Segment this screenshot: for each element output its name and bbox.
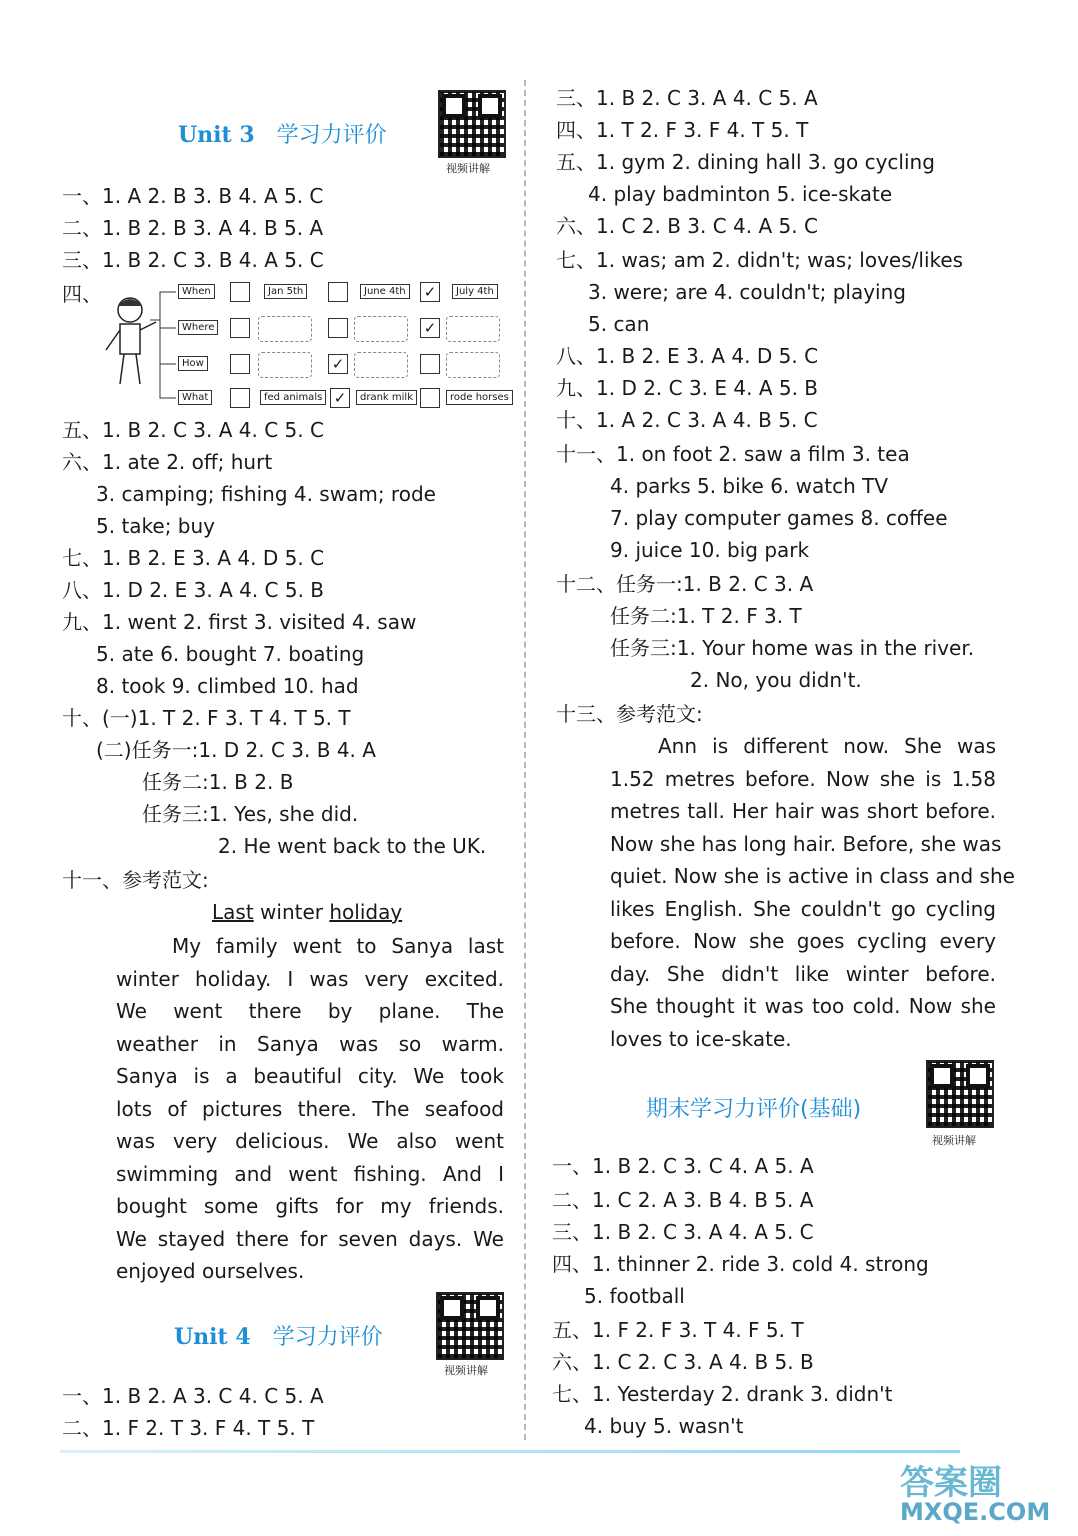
check-box-checked[interactable]: ✓	[420, 318, 440, 338]
landscape-picture	[446, 316, 500, 342]
essay-line: We went there by plane. The	[116, 999, 504, 1023]
r-line-5: 六、1. C 2. B 3. C 4. A 5. C	[556, 214, 818, 238]
unit3-qr-label: 视频讲解	[446, 162, 490, 175]
check-box[interactable]	[230, 318, 250, 338]
r-line-13: 4. parks 5. bike 6. watch TV	[610, 474, 889, 498]
r-line-12: 十一、1. on foot 2. saw a film 3. tea	[556, 442, 910, 466]
r-line-2: 四、1. T 2. F 3. F 4. T 5. T	[556, 118, 809, 142]
unit4-title-cn: 学习力评价	[272, 1325, 383, 1350]
what-option-3: rode horses	[446, 390, 513, 405]
final-qr-code[interactable]	[926, 1060, 994, 1128]
essay-line: bought some gifts for my friends.	[116, 1194, 504, 1218]
unit3-title-en: Unit 3	[178, 122, 255, 148]
r-line-7: 3. were; are 4. couldn't; playing	[588, 280, 906, 304]
essay-line: quiet. Now she is active in class and she	[610, 864, 1015, 888]
what-option-2: drank milk	[356, 390, 417, 405]
essay-line: likes English. She couldn't go cycling	[610, 896, 996, 921]
f-line-3: 三、1. B 2. C 3. A 4. A 5. C	[552, 1220, 814, 1244]
essay-line: Sanya is a beautiful city. We took	[116, 1064, 504, 1088]
f-line-9: 4. buy 5. wasn't	[584, 1414, 744, 1438]
f-line-1: 一、1. B 2. C 3. C 4. A 5. A	[552, 1154, 814, 1178]
u3-line-1: 一、1. A 2. B 3. B 4. A 5. C	[62, 184, 324, 208]
row-label-what: What	[178, 390, 212, 405]
u3-line-13: 十、(一)1. T 2. F 3. T 4. T 5. T	[62, 706, 351, 730]
essay-line: We stayed there for seven days. We	[116, 1226, 504, 1251]
u3-line-3: 三、1. B 2. C 3. B 4. A 5. C	[62, 248, 324, 272]
u3-line-15: 任务二:1. B 2. B	[142, 770, 294, 794]
f-line-2: 二、1. C 2. A 3. B 4. B 5. A	[552, 1188, 814, 1212]
watermark-sub: MXQE.COM	[900, 1498, 1051, 1526]
essay-line: metres tall. Her hair was short before.	[610, 799, 996, 823]
u4-line-2: 二、1. F 2. T 3. F 4. T 5. T	[62, 1416, 315, 1440]
u3-line-17: 2. He went back to the UK.	[218, 834, 487, 858]
column-divider	[524, 80, 526, 1440]
final-qr-label: 视频讲解	[932, 1134, 976, 1147]
watermark-main: 答案圈	[900, 1463, 1002, 1503]
r-line-11: 十、1. A 2. C 3. A 4. B 5. C	[556, 408, 818, 432]
r-line-16: 十二、任务一:1. B 2. C 3. A	[556, 572, 814, 596]
u3-line-9: 八、1. D 2. E 3. A 4. C 5. B	[62, 578, 325, 602]
essay-line: loves to ice-skate.	[610, 1026, 792, 1051]
essay-line: 1.52 metres before. Now she is 1.58	[610, 766, 996, 791]
car-picture	[258, 352, 312, 378]
r-line-20: 十三、参考范文:	[556, 702, 703, 726]
essay-line: My family went to Sanya last	[172, 934, 504, 958]
town-picture	[258, 316, 312, 342]
check-box[interactable]	[230, 354, 250, 374]
when-option-3: July 4th	[452, 284, 498, 299]
u3-line-4: 五、1. B 2. C 3. A 4. C 5. C	[62, 418, 324, 442]
r-line-17: 任务二:1. T 2. F 3. T	[610, 604, 802, 628]
connector-lines	[150, 280, 180, 410]
bus-picture	[354, 352, 408, 378]
essay-title	[212, 900, 402, 924]
unit4-title	[174, 1320, 383, 1351]
final-title-text: 期末学习力评价(基础)	[646, 1097, 862, 1122]
unit3-title	[178, 118, 387, 149]
check-box-checked[interactable]: ✓	[420, 282, 440, 302]
f-line-4: 四、1. thinner 2. ride 3. cold 4. strong	[552, 1252, 929, 1276]
f-line-7: 六、1. C 2. C 3. A 4. B 5. B	[552, 1350, 814, 1374]
u3-line-2: 二、1. B 2. B 3. A 4. B 5. A	[62, 216, 324, 240]
r-line-4: 4. play badminton 5. ice-skate	[588, 182, 893, 206]
essay-title-word-1: Last	[212, 900, 254, 924]
essay-line: Ann is different now. She was	[658, 734, 996, 758]
u3-line-18: 十一、参考范文:	[62, 868, 209, 892]
row-label-when: When	[178, 284, 215, 299]
r-line-18: 任务三:1. Your home was in the river.	[610, 636, 975, 660]
r-line-8: 5. can	[588, 312, 650, 336]
u3-line-6: 3. camping; fishing 4. swam; rode	[96, 482, 436, 506]
essay-line: day. She didn't like winter before.	[610, 961, 996, 986]
check-box[interactable]	[230, 388, 250, 408]
train-picture	[446, 352, 500, 378]
r-line-19: 2. No, you didn't.	[690, 668, 862, 692]
when-option-2: June 4th	[360, 284, 410, 299]
essay-line: Now she has long hair. Before, she was	[610, 831, 1002, 856]
essay-line: before. Now she goes cycling every	[610, 929, 996, 953]
r-line-3: 五、1. gym 2. dining hall 3. go cycling	[556, 150, 935, 174]
essay-line: weather in Sanya was so warm.	[116, 1031, 504, 1056]
u3-fig-label: 四、	[62, 282, 102, 306]
essay-title-word-2: winter	[260, 900, 323, 924]
r-line-14: 7. play computer games 8. coffee	[610, 506, 948, 530]
u3-line-5: 六、1. ate 2. off; hurt	[62, 450, 273, 474]
row-label-where: Where	[178, 320, 218, 335]
check-box[interactable]	[420, 388, 440, 408]
u3-line-12: 8. took 9. climbed 10. had	[96, 674, 359, 698]
r-line-1: 三、1. B 2. C 3. A 4. C 5. A	[556, 86, 818, 110]
check-box[interactable]	[230, 282, 250, 302]
row-label-how: How	[178, 356, 208, 371]
essay-line: swimming and went fishing. And I	[116, 1161, 504, 1186]
essay-line: enjoyed ourselves.	[116, 1259, 305, 1283]
unit4-qr-code[interactable]	[436, 1292, 504, 1360]
essay-line: was very delicious. We also went	[116, 1129, 504, 1153]
essay-line: lots of pictures there. The seafood	[116, 1096, 504, 1121]
f-line-5: 5. football	[584, 1284, 685, 1308]
r-line-6: 七、1. was; am 2. didn't; was; loves/likes	[556, 248, 964, 272]
check-box[interactable]	[328, 318, 348, 338]
u3-line-11: 5. ate 6. bought 7. boating	[96, 642, 365, 666]
unit3-title-cn: 学习力评价	[276, 123, 387, 148]
unit4-essay	[610, 730, 1015, 1055]
unit4-title-en: Unit 4	[174, 1324, 251, 1350]
check-box[interactable]	[328, 282, 348, 302]
unit4-qr-label: 视频讲解	[444, 1364, 488, 1377]
r-line-10: 九、1. D 2. C 3. E 4. A 5. B	[556, 376, 819, 400]
unit3-essay	[116, 930, 504, 1288]
essay-title-word-3: holiday	[329, 900, 403, 924]
essay-line: She thought it was too cold. Now she	[610, 994, 996, 1018]
f-line-6: 五、1. F 2. F 3. T 4. F 5. T	[552, 1318, 804, 1342]
when-option-1: Jan 5th	[264, 284, 307, 299]
matching-figure	[40, 280, 509, 410]
check-box[interactable]	[420, 354, 440, 374]
unit3-qr-code[interactable]	[438, 90, 506, 158]
u3-line-16: 任务三:1. Yes, she did.	[142, 802, 359, 826]
city-picture	[354, 316, 408, 342]
u3-line-8: 七、1. B 2. E 3. A 4. D 5. C	[62, 546, 325, 570]
watermark-logo	[900, 1455, 1070, 1530]
final-title	[646, 1092, 861, 1123]
footer-bar	[60, 1450, 960, 1453]
u3-line-7: 5. take; buy	[96, 514, 216, 538]
check-box-checked[interactable]: ✓	[328, 354, 348, 374]
r-line-9: 八、1. B 2. E 3. A 4. D 5. C	[556, 344, 819, 368]
u3-line-10: 九、1. went 2. first 3. visited 4. saw	[62, 610, 417, 634]
check-box-checked[interactable]: ✓	[330, 388, 350, 408]
u4-line-1: 一、1. B 2. A 3. C 4. C 5. A	[62, 1384, 324, 1408]
r-line-15: 9. juice 10. big park	[610, 538, 810, 562]
what-option-1: fed animals	[260, 390, 326, 405]
f-line-8: 七、1. Yesterday 2. drank 3. didn't	[552, 1382, 893, 1406]
essay-line: winter holiday. I was very excited.	[116, 966, 504, 991]
u3-line-14: (二)任务一:1. D 2. C 3. B 4. A	[96, 738, 376, 762]
